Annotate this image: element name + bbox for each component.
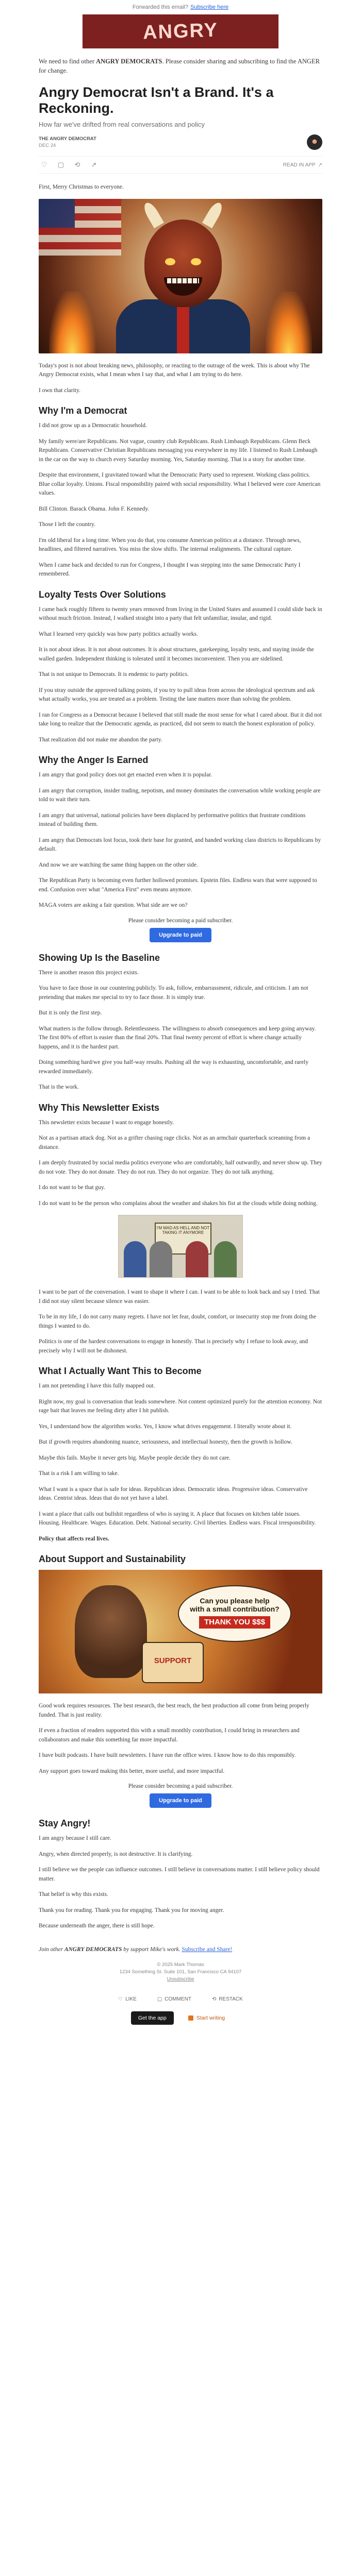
person-graphic xyxy=(124,1241,146,1277)
address: 1234 Something St. Suite 101, San Francisco CA 94107 xyxy=(119,1969,242,1975)
restack-icon[interactable]: ⟲ xyxy=(74,161,80,168)
angry-democrat-illustration[interactable] xyxy=(39,199,322,353)
paragraph: I'm old liberal for a long time. When you do that, you consume American politics at a distance. Through news, headlines, and filtered narratives. You miss the slow shifts. The internal realignments. The cultural capture. xyxy=(39,537,301,552)
paragraph: That is a risk I am willing to take. xyxy=(39,1470,119,1477)
flag-graphic xyxy=(39,199,121,256)
subscribe-cta xyxy=(39,918,322,942)
paragraph: There is another reason this project exists. xyxy=(39,969,139,976)
paragraph: To be in my life, I do not carry many regrets. I have not let fear, doubt, comfort, or insecurity stop me from doing the things I wanted to do. xyxy=(39,1314,317,1329)
forwarded-bar xyxy=(0,0,361,14)
person-graphic xyxy=(214,1241,237,1277)
paragraph: Yes, I understand how the algorithm works. Yes, I know what drives engagement. I literally wrote about it. xyxy=(39,1423,292,1430)
paragraph: I ran for Congress as a Democrat because I believed that still made the most sense for what I cared about. But it did not take long to realize that the Democratic agenda, as practiced, did not seem to match the honest exploration of policy. xyxy=(39,711,322,727)
paragraph: Any support goes toward making this better, more useful, and more impactful. xyxy=(39,1768,225,1774)
paragraph: Angry, when directed properly, is not destructive. It is clarifying. xyxy=(39,1851,193,1857)
fire-graphic xyxy=(49,292,95,353)
like-button[interactable] xyxy=(118,1996,137,2002)
section-heading: Why the Anger Is Earned xyxy=(39,755,149,765)
upgrade-to-paid-button[interactable]: Upgrade to paid xyxy=(150,928,211,942)
paragraph: I am angry that good policy does not get enacted even when it is popular. xyxy=(39,772,212,778)
byline-meta xyxy=(39,135,96,149)
paragraph-bold: Policy that affects real lives. xyxy=(39,1535,109,1542)
protest-sign: I'M MAD AS HELL AND NOT TAKING IT ANYMORE xyxy=(155,1223,211,1255)
paragraph: I want to be part of the conversation. I want to shape it where I can. I want to be able to look back and say I tried. That I did not stay silent because silence was easier. xyxy=(39,1289,320,1304)
restack-button[interactable] xyxy=(212,1996,243,2002)
paragraph: Not as a partisan attack dog. Not as a grifter chasing rage clicks. Not as an armchair quarterback screaming from a distance. xyxy=(39,1135,310,1150)
subscribe-share-link[interactable]: Subscribe and Share! xyxy=(182,1946,233,1953)
paragraph: Those I left the country. xyxy=(39,521,96,528)
section-heading: Stay Angry! xyxy=(39,1818,91,1828)
paragraph: I own that clarity. xyxy=(39,387,81,394)
paragraph: Despite that environment, I gravitated toward what the Democratic Party used to represent. Working class politics. Blue collar loyalty. Unions. Fiscal responsibility paired with social responsibility. What I believed were core American values. xyxy=(39,472,321,496)
section-heading: Loyalty Tests Over Solutions xyxy=(39,589,166,600)
paragraph: That belief is why this exists. xyxy=(39,1891,108,1897)
speech-bubble xyxy=(178,1585,291,1642)
banner-logo: ANGRY xyxy=(142,19,219,44)
copyright: © 2025 Mark Thomas xyxy=(157,1961,204,1968)
forwarded-text: Forwarded this email? xyxy=(132,4,189,10)
paragraph: I am angry because I still care. xyxy=(39,1835,111,1841)
paragraph: What I want is a space that is safe for ideas. Republican ideas. Democratic ideas. Progressive ideas. Conservative ideas. Centrist ideas. Ideas that do not yet have a label. xyxy=(39,1486,308,1501)
post-subtitle: How far we've drifted from real conversations and policy xyxy=(39,121,205,128)
paragraph: I have built podcasts. I have built newsletters. I have run the office wires. I know how to do this responsibly. xyxy=(39,1752,296,1758)
footer-note-mid: by support Mike's work. xyxy=(122,1946,180,1953)
paragraph: I want a place that calls out bullshit regardless of who is saying it. A place that focuses on kitchen table issues. Housing. Healthcare. Wages. Education. Debt. National security. Civil liberties. Endless wars. Fiscal irresponsibility. xyxy=(39,1511,316,1526)
share-icon[interactable]: ↗ xyxy=(91,161,97,168)
post-date: DEC 24 xyxy=(39,143,56,148)
paragraph: That is the work. xyxy=(39,1084,79,1090)
paragraph: Maybe this fails. Maybe it never gets big. Maybe people decide they do not care. xyxy=(39,1454,231,1461)
support-jar: SUPPORT xyxy=(142,1642,204,1683)
paragraph: Politics is one of the hardest conversations to engage in honestly. That is precisely why I refuse to look away, and precisely why I will not be dishonest. xyxy=(39,1338,308,1354)
protest-cartoon-image[interactable] xyxy=(118,1215,243,1278)
heart-icon[interactable]: ♡ xyxy=(41,161,47,168)
paragraph: Bill Clinton. Barack Obama. John F. Kennedy. xyxy=(39,505,150,512)
upgrade-to-paid-button[interactable]: Upgrade to paid xyxy=(150,1793,211,1808)
paragraph: I came back roughly fifteen to twenty years removed from living in the United States and assumed I could slide back in without much friction. Instead, I walked straight into a party that felt unfamiliar, insular, and rigid. xyxy=(39,606,322,621)
person-graphic xyxy=(150,1241,172,1277)
restack-label: RESTACK xyxy=(219,1996,243,2002)
suit-graphic xyxy=(116,299,250,353)
subscribe-here-link[interactable]: Subscribe here xyxy=(190,4,229,10)
restack-icon: ⟲ xyxy=(211,1996,217,2002)
section-heading: Showing Up Is the Baseline xyxy=(39,952,160,963)
legal-block xyxy=(39,1961,322,1983)
paragraph: I am angry that corruption, insider trading, nepotism, and money dominates the conversation while working people are told to wait their turn. xyxy=(39,787,321,803)
paragraph: MAGA voters are asking a fair question. What side are we on? xyxy=(39,902,188,908)
read-in-app-label: READ IN APP xyxy=(283,162,316,168)
intro-note xyxy=(39,57,322,75)
external-link-icon: ↗ xyxy=(318,162,322,168)
comment-button[interactable] xyxy=(157,1996,191,2002)
post-container xyxy=(39,57,322,2025)
paragraph: My family were/are Republicans. Not vague, country club Republicans. Rush Limbaugh Republicans. Glenn Beck Republicans. Conservative Christian Republicans messaging you everywhere in my life. I listened to Rush Limbaugh in the car on the way to church every Saturday morning. Yes, Saturday morning. That is a story for another time. xyxy=(39,438,318,463)
footer-note-prefix: Join other xyxy=(39,1946,64,1953)
paragraph: Good work requires resources. The best research, the best reach, the best production all come from being properly funded. That is just reality. xyxy=(39,1703,309,1718)
bubble-thank-you: THANK YOU $$$ xyxy=(199,1616,270,1629)
cta-text: Please consider becoming a paid subscriber. xyxy=(128,1783,233,1789)
footer-cta-row xyxy=(39,2011,322,2025)
mouth-graphic xyxy=(164,277,202,296)
donkey-graphic xyxy=(75,1585,147,1678)
paragraph: What matters is the follow through. Relentlessness. The willingness to absorb consequences and keep going anyway. The first 80% of effort is easier than the final 20%. That final twenty percent of effort is where change actually happens, and it is the hardest part. xyxy=(39,1025,316,1050)
paragraph: What I learned very quickly was how party politics actually works. xyxy=(39,631,198,637)
intro-bold: ANGRY DEMOCRATS xyxy=(96,58,162,65)
read-in-app-button[interactable] xyxy=(283,162,322,168)
paragraph: But it is only the first step. xyxy=(39,1010,102,1016)
post-title[interactable]: Angry Democrat Isn't a Brand. It's a Reckoning. xyxy=(39,84,274,116)
paragraph: If even a fraction of readers supported this with a small monthly contribution, I could bring in researchers and collaborators and make this something far more impactful. xyxy=(39,1727,300,1743)
start-writing-button[interactable] xyxy=(183,2011,230,2025)
paragraph: This newsletter exists because I want to engage honestly. xyxy=(39,1119,174,1126)
paragraph: That realization did not make me abandon the party. xyxy=(39,736,162,743)
post-actions xyxy=(39,156,322,174)
paragraph: And now we are watching the same thing happen on the other side. xyxy=(39,861,198,868)
intro-suffix: . Please consider sharing and subscribing to find the ANGER for change. xyxy=(39,58,320,74)
bubble-line: Can you please help xyxy=(200,1597,270,1605)
paragraph: Thank you for reading. Thank you for engaging. Thank you for moving anger. xyxy=(39,1907,224,1913)
cta-text: Please consider becoming a paid subscriber. xyxy=(128,917,233,924)
paragraph: Doing something hard/we give you half-way results. Pushing all the way is exhausting, uncomfortable, and rarely rewarded immediately. xyxy=(39,1059,309,1075)
paragraph: It is not about ideas. It is not about outcomes. It is about structures, gatekeeping, loyalty tests, and staying inside the walled garden. Independent thinking is tolerated until it becomes inconvenient. Then you are sidelined. xyxy=(39,647,314,662)
eye-graphic xyxy=(165,258,175,265)
eye-graphic xyxy=(191,258,201,265)
paragraph: I do not want to be the person who complains about the weather and shakes his fist at the clouds while doing nothing. xyxy=(39,1200,318,1207)
paragraph: But if growth requires abandoning nuance, seriousness, and intellectual honesty, then the growth is hollow. xyxy=(39,1439,292,1445)
paragraph: I am angry that universal, national policies have been displaced by performative politics that frustrate conditions instead of building them. xyxy=(39,812,306,827)
byline xyxy=(39,134,322,150)
subscribe-cta xyxy=(39,1783,322,1808)
paragraph: Today's post is not about breaking news, philosophy, or reacting to the outrage of the week. This is about why The Angry Democrat exists, what I mean when I say that, and what I am trying to do here. xyxy=(39,362,310,378)
paragraph: First, Merry Christmas to everyone. xyxy=(39,184,124,190)
footer-note-bold: ANGRY DEMOCRATS xyxy=(64,1946,122,1953)
paragraph: I am not pretending I have this fully mapped out. xyxy=(39,1383,155,1389)
footer-actions xyxy=(39,1996,322,2002)
start-writing-label: Start writing xyxy=(196,2014,225,2021)
section-heading: Why I'm a Democrat xyxy=(39,405,127,416)
paragraph: That is not unique to Democrats. It is endemic to party politics. xyxy=(39,671,189,677)
person-graphic xyxy=(186,1241,208,1277)
paragraph: The Republican Party is becoming even further hollowed promises. Epstein files. Endless wars that were supposed to end. Confusion over what "America First" even means anymore. xyxy=(39,877,317,893)
paragraph: I am angry that Democrats lost focus, took their base for granted, and handed working class districts to Republicans by default. xyxy=(39,837,321,852)
author-avatar[interactable]: ☻ xyxy=(307,134,322,150)
author-name[interactable]: THE ANGRY DEMOCRAT xyxy=(39,136,96,142)
paragraph: When I came back and decided to run for Congress, I thought I was stepping into the same Democratic Party I remembered. xyxy=(39,562,301,577)
paragraph: Right now, my goal is conversation that leads somewhere. Not content optimized purely for the attention economy. Not rage bait that leaves me feeling dirty after I hit publish. xyxy=(39,1398,322,1414)
paragraph: You have to face those in our countering publicly. To ask, follow, embarrassment, ridicule, and criticism. I am not pretending that makes me special to try to face those. It is simply true. xyxy=(39,985,308,1001)
comment-icon[interactable]: ▢ xyxy=(57,161,64,168)
section-heading: Why This Newsletter Exists xyxy=(39,1102,160,1113)
comment-label: COMMENT xyxy=(165,1996,191,2002)
support-illustration[interactable] xyxy=(39,1570,322,1693)
intro-prefix: We need to find other xyxy=(39,58,96,65)
creature-head-graphic xyxy=(144,219,222,307)
publication-banner[interactable] xyxy=(83,14,278,48)
fire-graphic xyxy=(266,292,312,353)
paragraph: Because underneath the anger, there is still hope. xyxy=(39,1923,155,1929)
paragraph: I still believe we the people can influence outcomes. I still believe in conversations matter. I still believe policy should matter. xyxy=(39,1867,320,1882)
get-the-app-button[interactable]: Get the app xyxy=(131,2011,174,2025)
section-heading: About Support and Sustainability xyxy=(39,1554,186,1564)
paragraph: I did not grow up as a Democratic household. xyxy=(39,422,147,429)
heart-icon: ♡ xyxy=(118,1996,123,2002)
paragraph: I do not want to be that guy. xyxy=(39,1184,105,1191)
bubble-line: with a small contribution? xyxy=(190,1605,280,1613)
paragraph: If you stray outside the approved talking points, if you try to pull ideas from across the ideological spectrum and ask what actually works, you are treated as a problem. Testing the lane matters more than solving the problem. xyxy=(39,687,315,702)
paragraph: I am deeply frustrated by social media politics everyone who are comfortably, half outwardly, and never show up. They do not vote. They do not donate. They do not run. They do not organize. They do not talk anything. xyxy=(39,1160,322,1175)
like-label: LIKE xyxy=(125,1996,137,2002)
footer-note xyxy=(39,1945,322,1954)
substack-logo-icon xyxy=(188,2015,193,2021)
comment-icon: ▢ xyxy=(157,1996,162,2002)
unsubscribe-link[interactable]: Unsubscribe xyxy=(167,1976,194,1982)
section-heading: What I Actually Want This to Become xyxy=(39,1366,202,1376)
